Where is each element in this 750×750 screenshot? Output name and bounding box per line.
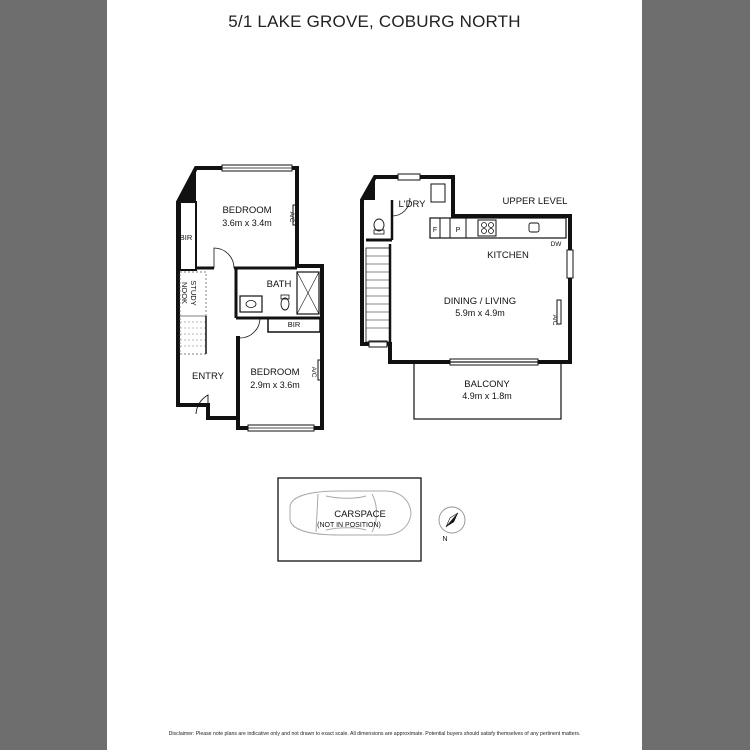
lower-level-plan (178, 165, 322, 431)
upper-level-plan (362, 174, 573, 419)
laundry-trough (431, 184, 445, 202)
balcony-size: 4.9m x 1.8m (462, 391, 512, 401)
stairs (180, 316, 206, 354)
ac1-label: A/C (288, 211, 295, 223)
nook-label: NOOK (180, 281, 189, 305)
entry-label: ENTRY (191, 371, 225, 382)
bedroom2-size: 2.9m x 3.6m (250, 380, 300, 390)
dining-living-size: 5.9m x 4.9m (455, 308, 505, 318)
stairs (366, 244, 390, 344)
carspace (278, 478, 421, 561)
bir1-label: BIR (179, 233, 193, 242)
window (398, 174, 420, 180)
bir2-label: BIR (287, 320, 301, 329)
sink (529, 223, 539, 232)
dining-living-label: DINING / LIVING (443, 296, 517, 307)
toilet (374, 219, 384, 231)
laundry-label: L'DRY (398, 199, 426, 210)
pantry-label: P (455, 227, 461, 234)
ac2-label: A/C (310, 366, 317, 378)
study-label: STUDY (189, 280, 198, 306)
ac-label: A/C (551, 314, 558, 326)
kitchen-label: KITCHEN (487, 250, 529, 261)
balcony-label: BALCONY (464, 379, 510, 390)
dishwasher-label: DW (550, 241, 562, 248)
bedroom1-label: BEDROOM (222, 205, 272, 216)
carspace-label: CARSPACE (334, 509, 386, 520)
bedroom2-label: BEDROOM (250, 367, 300, 378)
bedroom1-size: 3.6m x 3.4m (222, 218, 272, 228)
toilet (281, 298, 289, 310)
compass-icon (439, 507, 465, 543)
fridge-label: F (432, 227, 438, 234)
page-title: 5/1 LAKE GROVE, COBURG NORTH (228, 12, 521, 31)
cooktop (478, 220, 496, 236)
upper-level-label: UPPER LEVEL (502, 196, 568, 207)
disclaimer-text: Disclaimer: Please note plans are indicative only and not drawn to exact scale. All dimensions are approximate. Potential buyers should satisfy themselves of any pertinent matters. (168, 731, 581, 737)
vanity (240, 296, 262, 312)
carspace-note: (NOT IN POSITION) (317, 522, 381, 529)
window (567, 250, 573, 278)
bath-label: BATH (266, 279, 292, 290)
north-label: N (442, 536, 448, 543)
